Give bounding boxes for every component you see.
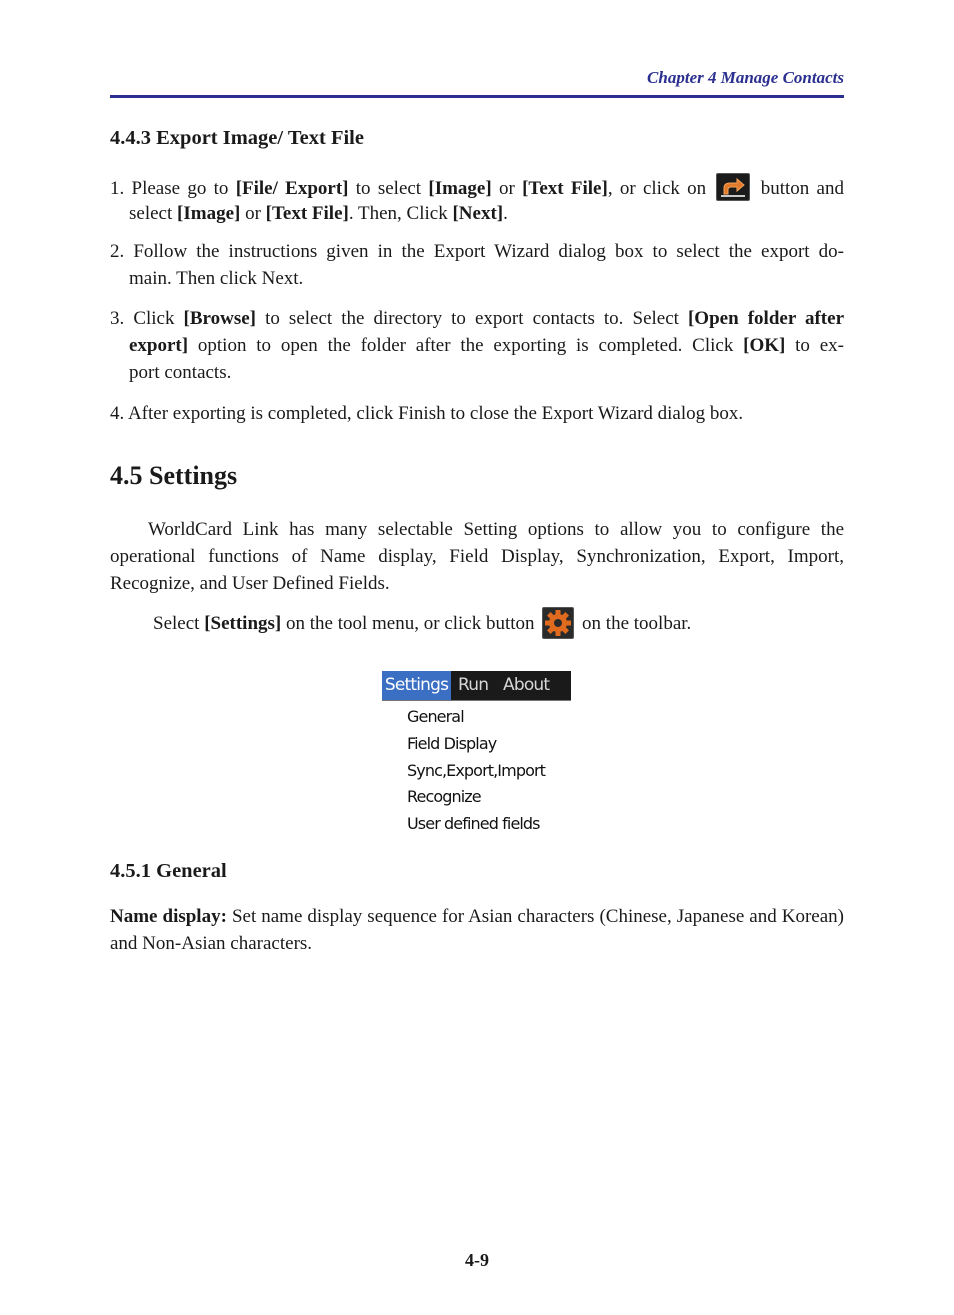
step-3-text: to ex-: [785, 335, 844, 356]
subsection-title-451: 4.5.1 General: [110, 860, 227, 882]
step-1-bold: [Text File]: [265, 203, 349, 224]
select-text: on the tool menu, or click button: [281, 613, 540, 634]
name-display-label: Name display:: [110, 906, 227, 927]
menu-item-general[interactable]: General: [407, 707, 464, 726]
step-1: [110, 173, 844, 226]
step-3-line: port contacts.: [129, 362, 232, 383]
step-3-text: to select the directory to export contacts to. Select: [256, 308, 688, 329]
menu-item-user-defined-fields[interactable]: User defined fields: [407, 814, 540, 833]
settings-select-line: [153, 607, 691, 639]
subsection-title-443: 4.4.3 Export Image/ Text File: [110, 127, 364, 149]
menu-bar: [382, 671, 571, 701]
step-3-text: 3. Click: [110, 308, 184, 329]
gear-icon: [542, 607, 574, 639]
step-1-text: button and: [753, 178, 844, 199]
menu-tab-settings[interactable]: Settings: [382, 671, 451, 700]
step-1-text: select: [129, 203, 178, 224]
step-1-bold: [Text File]: [522, 178, 608, 199]
step-1-bold: [Next]: [452, 203, 504, 224]
step-3-text: option to open the folder after the exporting is completed. Click: [188, 335, 744, 356]
menu-item-sync-export-import[interactable]: Sync,Export,Import: [407, 761, 546, 780]
step-1-text: , or click on: [607, 178, 714, 199]
menu-tab-run[interactable]: Run: [458, 675, 489, 695]
select-text: on the toolbar.: [577, 613, 692, 634]
name-display-paragraph: [110, 903, 844, 957]
running-header: Chapter 4 Manage Contacts: [647, 68, 844, 87]
step-2-line: main. Then click Next.: [129, 268, 304, 289]
step-1-bold: [Image]: [428, 178, 492, 199]
step-3-bold: export]: [129, 335, 189, 356]
step-3: [110, 305, 844, 386]
step-3-bold: [Open folder after: [687, 308, 844, 329]
section-title-45: 4.5 Settings: [110, 461, 238, 490]
step-3-bold: [OK]: [743, 335, 786, 356]
export-arrow-icon: [716, 173, 750, 201]
step-1-text: . Then, Click: [348, 203, 453, 224]
menu-tab-about[interactable]: About: [503, 675, 550, 695]
step-1-text: to select: [348, 178, 429, 199]
step-4: 4. After exporting is completed, click Finish to close the Export Wizard dialog box.: [110, 403, 744, 424]
menu-item-field-display[interactable]: Field Display: [407, 734, 497, 753]
step-1-bold: [File/ Export]: [235, 178, 349, 199]
step-2: [110, 238, 844, 292]
page-number: 4-9: [465, 1250, 489, 1270]
step-1-bold: [Image]: [177, 203, 241, 224]
select-bold: [Settings]: [204, 613, 282, 634]
step-2-line: 2. Follow the instructions given in the Export Wizard dialog box to select the export do-: [110, 241, 844, 262]
name-display-text: Set name display sequence for Asian characters (Chinese, Japanese and Korean) and Non-Asian characters.: [110, 906, 844, 954]
step-1-text: or: [491, 178, 523, 199]
step-1-text: .: [503, 203, 508, 224]
header-rule: [110, 95, 844, 98]
settings-intro: WorldCard Link has many selectable Setting options to allow you to configure the operational functions of Name display, Field Display, Synchronization, Export, Import, Recognize, and User Defined Fields.: [110, 519, 844, 594]
menu-item-recognize[interactable]: Recognize: [407, 787, 481, 806]
step-1-text: 1. Please go to: [110, 178, 236, 199]
step-3-bold: [Browse]: [183, 308, 257, 329]
step-1-text: or: [240, 203, 266, 224]
select-text: Select: [153, 613, 205, 634]
